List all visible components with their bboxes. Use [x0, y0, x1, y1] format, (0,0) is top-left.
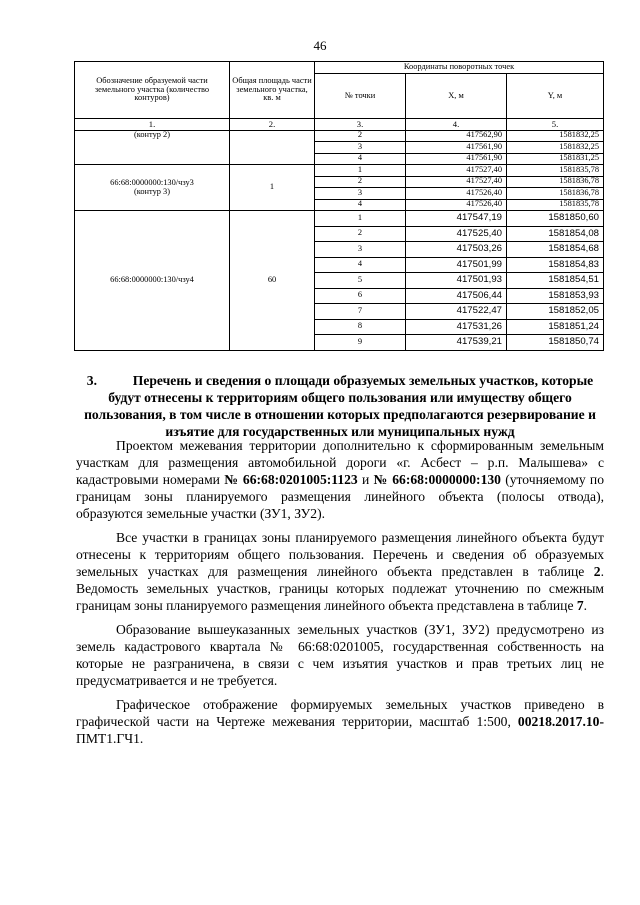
section-heading: [76, 372, 604, 440]
x-cell: 417501,93: [406, 273, 507, 289]
paragraph-text: Проектом межевания территории дополнительно к сформированным земельным участкам для размещения автомобильной дороги «г. Асбест – р.п. Малышева» с кадастровыми номерами: [76, 438, 604, 487]
x-cell: 417526,40: [406, 199, 507, 211]
y-cell: 1581854,51: [507, 273, 604, 289]
column-number: 1.: [75, 119, 230, 131]
x-cell: 417506,44: [406, 288, 507, 304]
drawing-code: 00218.2017.10-: [517, 714, 604, 729]
paragraph-text: Все участки в границах зоны планируемого размещения линейного объекта будут отнесены к территориям общего пользования. Перечень и сведения об образуемых земельных участках для размещения линейного объекта представлен в таблице: [76, 530, 604, 579]
section-title-text: Перечень и сведения о площади образуемых земельных участков, которые будут отнесены к территориям общего пользования или имуществу общего пользования, в том числе в отношении которых предполагаются резервирование и изъятие для государственных или муниципальных нужд: [84, 373, 596, 439]
x-cell: 417527,40: [406, 176, 507, 188]
area-cell: [230, 130, 315, 165]
point-no-cell: 7: [315, 304, 406, 320]
point-no-cell: 3: [315, 242, 406, 258]
paragraph-text: Графическое отображение формируемых земельных участков приведено в графической части на Чертеже межевания территории, масштаб 1:500,: [76, 697, 604, 729]
paragraph-text: Образование вышеуказанных земельных участков (ЗУ1, ЗУ2) предусмотрено из земель кадастрового квартала № 66:68:0201005, государственная собственность на которые не разграничена, в связи с чем изъятия участков и прав третьих лиц не предусматривается и не требуется.: [76, 622, 604, 688]
point-no-cell: 9: [315, 335, 406, 351]
coordinates-table: [74, 61, 604, 351]
point-no-cell: 1: [315, 165, 406, 177]
designation-line: 66:68:0000000:130/чзу3: [110, 177, 194, 187]
x-cell: 417561,90: [406, 153, 507, 165]
paragraph-text: . Ведомость земельных участков, границы которых подлежат уточнению по смежным границам зоны планируемого размещения линейного объекта представлена в таблице: [76, 564, 604, 613]
y-cell: 1581853,93: [507, 288, 604, 304]
paragraph: [76, 437, 604, 522]
point-no-cell: 6: [315, 288, 406, 304]
x-cell: 417527,40: [406, 165, 507, 177]
cadastral-number: № 66:68:0000000:130: [373, 472, 501, 487]
header-y: Y, м: [507, 74, 604, 119]
y-cell: 1581850,74: [507, 335, 604, 351]
y-cell: 1581836,78: [507, 176, 604, 188]
area-cell: 60: [230, 211, 315, 351]
x-cell: 417526,40: [406, 188, 507, 200]
point-no-cell: 2: [315, 176, 406, 188]
y-cell: 1581832,25: [507, 130, 604, 142]
table-header-row: [75, 62, 604, 74]
page-number: 46: [313, 38, 327, 53]
point-no-cell: 8: [315, 319, 406, 335]
cadastral-number: № 66:68:0201005:1123: [224, 472, 358, 487]
y-cell: 1581850,60: [507, 211, 604, 227]
y-cell: 1581832,25: [507, 142, 604, 154]
y-cell: 1581851,24: [507, 319, 604, 335]
point-no-cell: 4: [315, 153, 406, 165]
y-cell: 1581854,83: [507, 257, 604, 273]
paragraph: [76, 621, 604, 689]
x-cell: 417501,99: [406, 257, 507, 273]
point-no-cell: 3: [315, 142, 406, 154]
x-cell: 417547,19: [406, 211, 507, 227]
header-area: Общая площадь части земельного участка, кв. м: [230, 62, 315, 119]
column-number-row: [75, 119, 604, 131]
section-number: 3.: [86, 373, 97, 388]
designation-cell: 66:68:0000000:130/чзу4: [75, 211, 230, 351]
header-point-no: № точки: [315, 74, 406, 119]
designation-line: (контур 3): [133, 186, 171, 196]
paragraph-text: .: [583, 598, 588, 613]
area-cell: 1: [230, 165, 315, 211]
x-cell: 417525,40: [406, 226, 507, 242]
x-cell: 417522,47: [406, 304, 507, 320]
point-no-cell: 3: [315, 188, 406, 200]
y-cell: 1581852,05: [507, 304, 604, 320]
point-no-cell: 2: [315, 226, 406, 242]
x-cell: 417561,90: [406, 142, 507, 154]
x-cell: 417539,21: [406, 335, 507, 351]
header-designation: Обозначение образуемой части земельного участка (количество контуров): [75, 62, 230, 119]
body-text: [76, 437, 604, 747]
column-number: 4.: [406, 119, 507, 131]
drawing-code-suffix: ПМТ1.ГЧ1.: [76, 731, 144, 746]
designation-cell: (контур 2): [75, 130, 230, 165]
point-no-cell: 4: [315, 199, 406, 211]
table-reference: 2: [593, 564, 601, 579]
paragraph: [76, 529, 604, 614]
table-row: [75, 130, 604, 142]
y-cell: 1581854,68: [507, 242, 604, 258]
column-number: 2.: [230, 119, 315, 131]
designation-cell: [75, 165, 230, 211]
x-cell: 417531,26: [406, 319, 507, 335]
paragraph: [76, 696, 604, 747]
table-reference: 7: [576, 598, 584, 613]
paragraph-text: (уточняемому по границам зоны планируемого размещения линейного объекта (полосы отвода), образуются земельные участки (ЗУ1, ЗУ2).: [76, 472, 604, 521]
y-cell: 1581854,08: [507, 226, 604, 242]
point-no-cell: 5: [315, 273, 406, 289]
header-x: X, м: [406, 74, 507, 119]
x-cell: 417503,26: [406, 242, 507, 258]
y-cell: 1581835,78: [507, 199, 604, 211]
x-cell: 417562,90: [406, 130, 507, 142]
point-no-cell: 1: [315, 211, 406, 227]
header-coords-group: Координаты поворотных точек: [315, 62, 604, 74]
table-row: [75, 211, 604, 227]
point-no-cell: 2: [315, 130, 406, 142]
column-number: 5.: [507, 119, 604, 131]
table-row: [75, 165, 604, 177]
column-number: 3.: [315, 119, 406, 131]
y-cell: 1581831,25: [507, 153, 604, 165]
paragraph-text: и: [357, 472, 374, 487]
point-no-cell: 4: [315, 257, 406, 273]
y-cell: 1581835,78: [507, 165, 604, 177]
y-cell: 1581836,78: [507, 188, 604, 200]
